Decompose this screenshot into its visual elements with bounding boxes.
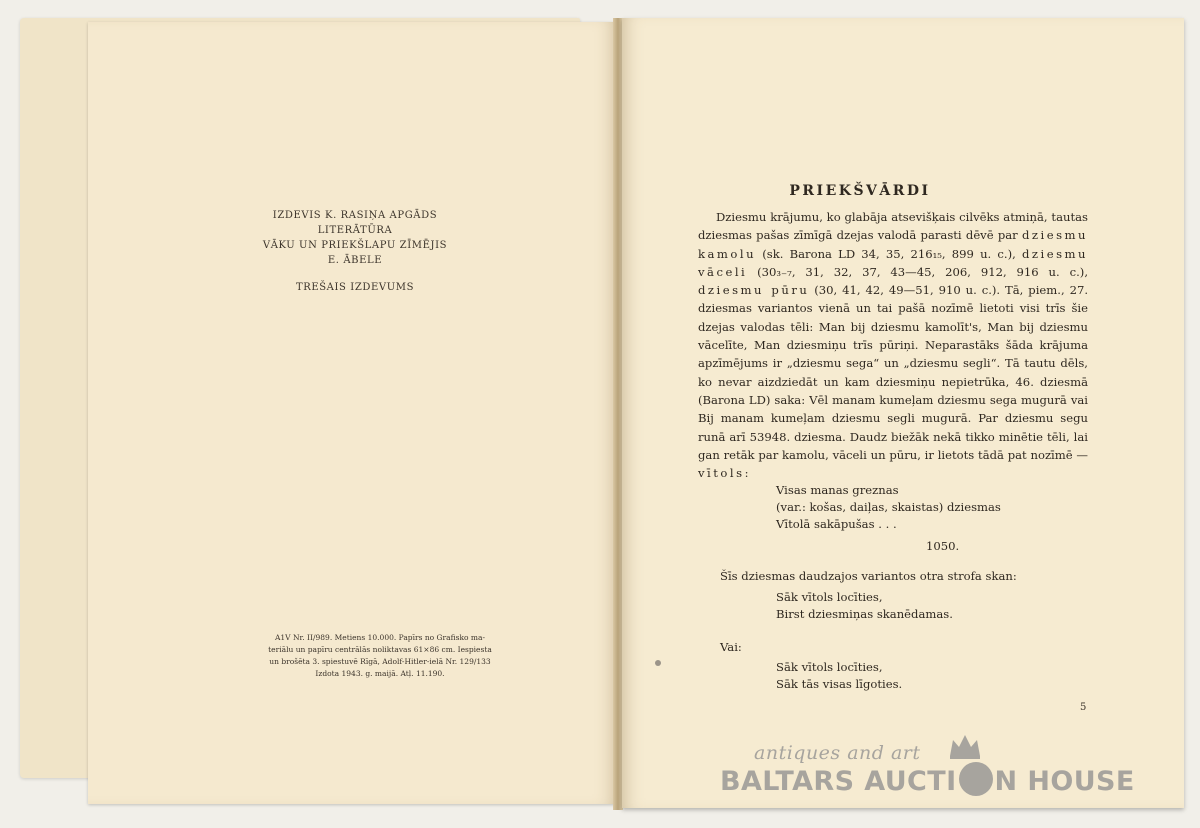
printing-imprint [250, 632, 510, 680]
spaced-term: dziesmu kamolu [698, 228, 1088, 261]
watermark-name-part: N HOUSE [994, 766, 1135, 797]
spaced-term: dziesmu vāceli [698, 246, 1088, 279]
watermark-o-circle [959, 762, 993, 796]
spaced-term: dziesmu pūru [698, 283, 810, 298]
publisher-colophon [250, 208, 460, 295]
page-number: 5 [1080, 702, 1087, 713]
colophon-line: VĀKU UN PRIEKŠLAPU ZĪMĒJIS [262, 240, 448, 251]
quote-line: Visas manas greznas [776, 483, 899, 497]
preface-paragraph [698, 208, 1088, 482]
or-label: Vai: [720, 640, 742, 654]
watermark-tagline: antiques and art [754, 742, 921, 764]
crown-icon [947, 732, 983, 760]
quote-line: Vītolā sakāpušas . . . [776, 517, 897, 531]
colophon-line: LITERĀTŪRA [317, 225, 393, 236]
imprint-line: Izdota 1943. g. maijā. Atļ. 11.190. [315, 669, 445, 678]
colophon-line: IZDEVIS K. RASIŅA APGĀDS [272, 210, 438, 221]
text-run: Dziesmu krājumu, ko glabāja atsevišķais cilvēks atmiņā, tautas dziesmas pašas zīmīgā dzejas valodā parasti dēvē par [698, 210, 1088, 243]
left-page [88, 22, 616, 804]
quote-line: Sāk tās visas līgoties. [776, 677, 903, 691]
imprint-line: A1V Nr. II/989. Metiens 10.000. Papīrs no Grafisko ma- [274, 633, 486, 642]
song-number: 1050. [926, 539, 960, 553]
quote-line: Sāk vītols locīties, [776, 660, 883, 674]
body-line: Šīs dziesmas daudzajos variantos otra strofa skan: [720, 569, 1017, 583]
text-run: (sk. Barona LD 34, 35, 216₁₅, 899 u. c.), [756, 246, 1022, 261]
text-run: (30₃₋₇, 31, 32, 37, 43—45, 206, 912, 916 u. c.), [747, 264, 1088, 279]
quote-line: Birst dziesmiņas skanēdamas. [776, 607, 953, 621]
colophon-line: E. ĀBELE [327, 255, 383, 266]
spaced-term: vītols [698, 466, 745, 481]
imprint-line: teriālu un papīru centrālās noliktavas 61×86 cm. Iespiesta [268, 645, 492, 654]
quote-line: Sāk vītols locīties, [776, 590, 883, 604]
page-spot [655, 660, 661, 666]
watermark-name-part: BALTARS AUCTI [720, 766, 957, 797]
quote-line: (var.: košas, daiļas, skaistas) dziesmas [776, 500, 1001, 514]
edition-label: TREŠAIS IZDEVUMS [295, 282, 415, 293]
imprint-line: un brošēta 3. spiestuvē Rīgā, Adolf-Hitler-ielā Nr. 129/133 [269, 657, 491, 666]
text-run: : [744, 466, 749, 481]
watermark-name [720, 762, 1135, 797]
page-title: PRIEKŠVĀRDI [789, 183, 931, 199]
text-run: (30, 41, 42, 49—51, 910 u. c.). Tā, piem., 27. dziesmas variantos vienā un tai pašā nozīmē lietoti visi trīs šie dzejas valodas tēli: Man bij dziesmu kamolīt's, Man bij dziesmu vācelīte, Man dziesmiņu trīs pūriņi. Neparastāks šāda krājuma apzīmējums ir „dziesmu sega“ un „dziesmu segli“. Tā tautu dēls, ko nevar aizdziedāt un kam dziesmiņu nepietrūka, 46. dziesmā (Barona LD) saka: Vēl manam kumeļam dziesmu sega mugurā vai Bij manam kumeļam dziesmu segli mugurā. Par dziesmu segu runā arī 53948. dziesma. Daudz biežāk nekā tikko minētie tēli, lai gan retāk par kamolu, vāceli un pūru, ir lietots tādā pat nozīmē — [698, 283, 1089, 462]
